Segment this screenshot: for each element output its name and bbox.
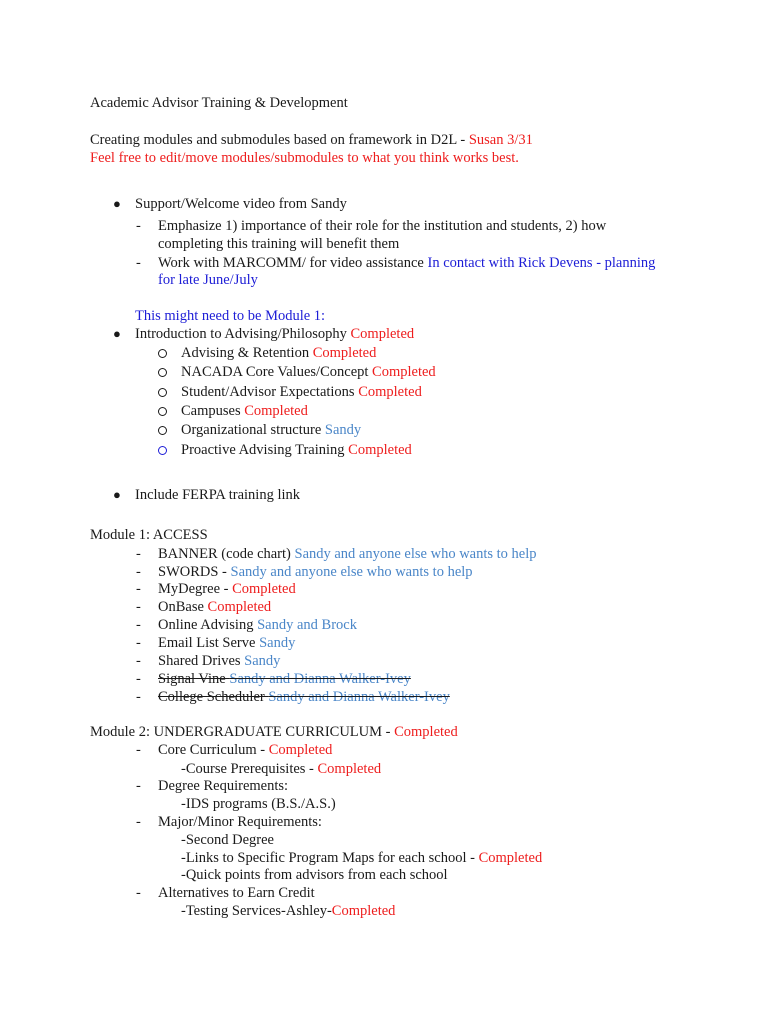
item-label: Campuses bbox=[181, 403, 245, 419]
item-label: Student/Advisor Expectations bbox=[181, 384, 359, 400]
alternatives: Alternatives to Earn Credit bbox=[158, 885, 315, 901]
dash-icon: - bbox=[136, 778, 141, 794]
support-sub1-line2: completing this training will benefit them bbox=[158, 236, 400, 252]
item-label: BANNER (code chart) bbox=[158, 546, 295, 562]
item-status: Sandy and Brock bbox=[257, 617, 357, 633]
item-label: MyDegree - bbox=[158, 581, 233, 597]
item-label: College Scheduler bbox=[158, 689, 269, 705]
item-label: SWORDS - bbox=[158, 564, 231, 580]
intro-line bbox=[90, 131, 533, 149]
list-item bbox=[158, 580, 296, 598]
item-label: -Course Prerequisites - bbox=[181, 761, 318, 777]
bullet-icon: ● bbox=[113, 196, 121, 211]
dash-icon: - bbox=[136, 671, 141, 687]
item-status: Completed bbox=[244, 403, 308, 419]
dash-icon: - bbox=[136, 635, 141, 651]
item-status: Completed bbox=[358, 384, 422, 400]
list-item bbox=[181, 402, 308, 420]
item-label: OnBase bbox=[158, 599, 208, 615]
item-status: Completed bbox=[232, 581, 296, 597]
ids-programs: -IDS programs (B.S./A.S.) bbox=[181, 796, 336, 812]
support-sub2 bbox=[158, 254, 655, 272]
item-status: Completed bbox=[331, 903, 396, 919]
intro-text: Creating modules and submodules based on framework in D2L - bbox=[90, 132, 469, 148]
item-status: Completed bbox=[207, 599, 272, 615]
dash-icon: - bbox=[136, 617, 141, 633]
circle-bullet-icon bbox=[158, 426, 167, 435]
intro-advising bbox=[135, 325, 414, 343]
dash-icon: - bbox=[136, 218, 141, 234]
bullet-icon: ● bbox=[113, 326, 121, 341]
module1-heading: Module 1: ACCESS bbox=[90, 527, 208, 543]
dash-icon: - bbox=[136, 255, 141, 271]
dash-icon: - bbox=[136, 581, 141, 597]
list-item-struck bbox=[158, 688, 450, 706]
item-label: Advising & Retention bbox=[181, 345, 313, 361]
dash-icon: - bbox=[136, 546, 141, 562]
circle-bullet-icon bbox=[158, 368, 167, 377]
list-item bbox=[158, 598, 271, 616]
dash-icon: - bbox=[136, 653, 141, 669]
item-status: Sandy and anyone else who wants to help bbox=[230, 564, 473, 580]
program-maps bbox=[181, 849, 542, 867]
support-sub1-line1: Emphasize 1) importance of their role for the institution and students, 2) how bbox=[158, 218, 607, 234]
module1-note: This might need to be Module 1: bbox=[135, 308, 326, 324]
bullet-icon: ● bbox=[113, 487, 121, 502]
item-label: -Links to Specific Program Maps for each school - bbox=[181, 850, 479, 866]
quick-points: -Quick points from advisors from each school bbox=[181, 867, 448, 883]
circle-bullet-icon bbox=[158, 446, 167, 455]
item-status: Sandy and Dianna Walker-Ivey bbox=[268, 689, 450, 705]
circle-bullet-icon bbox=[158, 407, 167, 416]
item-status: Sandy and Dianna Walker-Ivey bbox=[229, 671, 411, 687]
list-item bbox=[181, 441, 412, 459]
list-item bbox=[158, 563, 473, 581]
second-degree: -Second Degree bbox=[181, 832, 274, 848]
item-status: Completed bbox=[312, 345, 377, 361]
support-sub2-note-cont: for late June/July bbox=[158, 272, 258, 288]
list-item bbox=[158, 652, 280, 670]
course-prereq bbox=[181, 760, 381, 778]
item-label: Core Curriculum - bbox=[158, 742, 269, 758]
support-sub2-text: Work with MARCOMM/ for video assistance bbox=[158, 255, 428, 271]
ferpa-bullet: Include FERPA training link bbox=[135, 487, 301, 503]
item-label: NACADA Core Values/Concept bbox=[181, 364, 373, 380]
dash-icon: - bbox=[136, 689, 141, 705]
intro-advising-status: Completed bbox=[350, 326, 415, 342]
module2-heading-text: Module 2: UNDERGRADUATE CURRICULUM - bbox=[90, 724, 395, 740]
item-label: Email List Serve bbox=[158, 635, 260, 651]
dash-icon: - bbox=[136, 742, 141, 758]
list-item bbox=[158, 634, 295, 652]
item-status: Completed bbox=[268, 742, 333, 758]
item-status: Sandy and anyone else who wants to help bbox=[294, 546, 537, 562]
item-status: Completed bbox=[317, 761, 382, 777]
degree-requirements: Degree Requirements: bbox=[158, 778, 289, 794]
support-sub2-note: In contact with Rick Devens - planning bbox=[427, 255, 656, 271]
list-item bbox=[181, 383, 422, 401]
list-item bbox=[181, 344, 376, 362]
support-bullet: Support/Welcome video from Sandy bbox=[135, 196, 347, 212]
item-status: Sandy bbox=[259, 635, 296, 651]
item-label: Online Advising bbox=[158, 617, 258, 633]
intro-advising-label: Introduction to Advising/Philosophy bbox=[135, 326, 351, 342]
module2-status: Completed bbox=[394, 724, 458, 740]
item-status: Completed bbox=[478, 850, 543, 866]
item-label: Shared Drives bbox=[158, 653, 245, 669]
item-status: Completed bbox=[348, 442, 412, 458]
dash-icon: - bbox=[136, 885, 141, 901]
list-item-struck bbox=[158, 670, 411, 688]
item-status: Completed bbox=[372, 364, 436, 380]
item-label: -Testing Services-Ashley- bbox=[181, 903, 332, 919]
item-label: Signal Vine bbox=[158, 671, 230, 687]
circle-bullet-icon bbox=[158, 349, 167, 358]
intro-author: Susan 3/31 bbox=[468, 132, 533, 148]
dash-icon: - bbox=[136, 599, 141, 615]
core-curriculum bbox=[158, 741, 332, 759]
item-label: Proactive Advising Training bbox=[181, 442, 349, 458]
circle-bullet-icon bbox=[158, 388, 167, 397]
testing-services bbox=[181, 902, 395, 920]
item-status: Sandy bbox=[324, 422, 362, 438]
module2-heading bbox=[90, 723, 458, 741]
list-item bbox=[181, 363, 436, 381]
dash-icon: - bbox=[136, 814, 141, 830]
list-item bbox=[181, 421, 361, 439]
dash-icon: - bbox=[136, 564, 141, 580]
list-item bbox=[158, 545, 537, 563]
list-item bbox=[158, 616, 357, 634]
document-title: Academic Advisor Training & Development bbox=[90, 95, 348, 111]
major-minor: Major/Minor Requirements: bbox=[158, 814, 322, 830]
item-label: Organizational structure bbox=[181, 422, 325, 438]
intro-note: Feel free to edit/move modules/submodules to what you think works best. bbox=[90, 150, 519, 166]
item-status: Sandy bbox=[244, 653, 281, 669]
